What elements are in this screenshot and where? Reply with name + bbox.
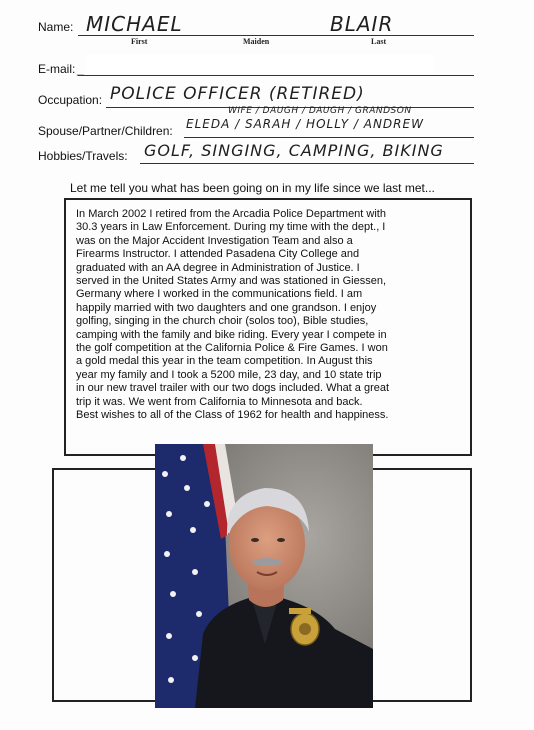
portrait-photo xyxy=(155,444,373,708)
story-line: in our new travel trailer with our two dogs included. What a great xyxy=(76,382,390,395)
first-caption: First xyxy=(131,37,148,46)
story-line: trip it was. We went from California to Minnesota and back. xyxy=(76,395,363,408)
spouse-label: Spouse/Partner/Children: xyxy=(38,124,173,138)
email-line xyxy=(78,75,474,76)
story-line: Germany where I worked in the communications field. I am xyxy=(76,288,363,301)
story-line: golfing, singing in the church choir (solos too), Bible studies, xyxy=(76,315,369,328)
intro-text: Let me tell you what has been going on in my life since we last met... xyxy=(70,181,435,195)
story-line: was on the Major Accident Investigation Team and also a xyxy=(76,234,353,247)
story-line: graduated with an AA degree in Administration of Justice. I xyxy=(76,261,360,274)
maiden-caption: Maiden xyxy=(243,37,270,46)
hobbies-value: GOLF, SINGING, CAMPING, BIKING xyxy=(144,141,444,160)
occupation-label: Occupation: xyxy=(38,93,103,107)
story-line: a gold medal this year in the team competition. In August this xyxy=(76,355,373,368)
spouse-relations-note: WIFE / DAUGH / DAUGH / GRANDSON xyxy=(228,106,412,116)
police-badge xyxy=(291,613,319,645)
email-label: E-mail: xyxy=(38,62,76,76)
story-line: camping with the family and bike riding. Every year I compete in xyxy=(76,328,387,341)
last-caption: Last xyxy=(371,37,387,46)
name-last-value: BLAIR xyxy=(330,12,394,36)
occupation-value: POLICE OFFICER (RETIRED) xyxy=(110,84,365,104)
story-line: Best wishes to all of the Class of 1962 for health and happiness. xyxy=(76,409,389,422)
hobbies-label: Hobbies/Travels: xyxy=(38,149,128,163)
story-line: served in the United States Army and was stationed in Giessen, xyxy=(76,275,386,288)
story-line: Firearms Instructor. I attended Pasadena City College and xyxy=(76,248,360,261)
story-line: year my family and I took a 5200 mile, 23 day, and 10 state trip xyxy=(76,368,382,381)
name-label: Name: xyxy=(38,20,74,34)
story-line: 30.3 years in Law Enforcement. During my time with the dept., I xyxy=(76,221,386,234)
story-text xyxy=(76,208,448,423)
hobbies-line xyxy=(140,163,474,164)
spouse-value: ELEDA / SARAH / HOLLY / ANDREW xyxy=(186,117,424,131)
name-line xyxy=(78,35,474,36)
story-line: In March 2002 I retired from the Arcadia Police Department with xyxy=(76,208,386,220)
story-line: the golf competition at the California Police & Fire Games. I won xyxy=(76,342,388,355)
spouse-line xyxy=(184,137,474,138)
email-value: _ xyxy=(77,62,84,76)
story-line: happily married with two daughters and one grandson. I enjoy xyxy=(76,301,377,314)
email-redaction xyxy=(86,55,434,73)
name-first-value: MICHAEL xyxy=(86,12,183,36)
